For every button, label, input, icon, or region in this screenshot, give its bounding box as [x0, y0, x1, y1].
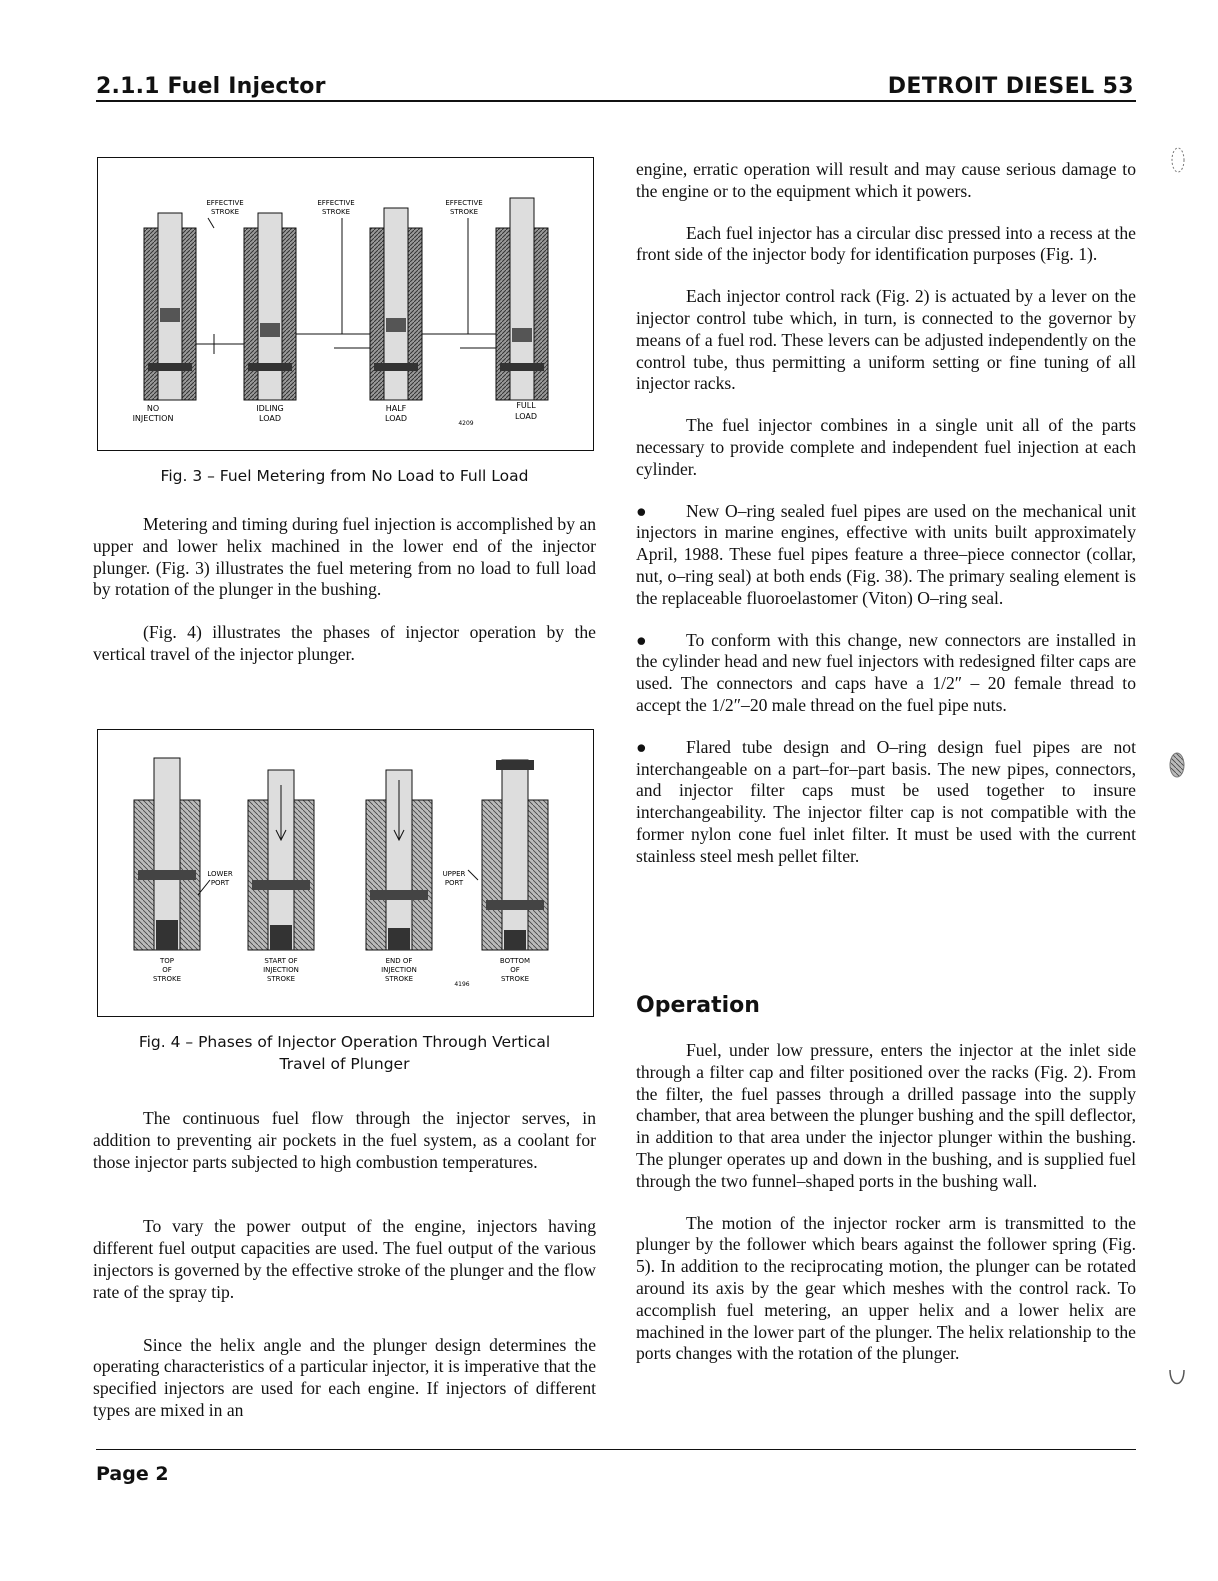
punch-hole-mark-icon [1166, 748, 1188, 782]
label-of-4: OF [510, 966, 520, 974]
figure-4-caption-line-2: Travel of Plunger [279, 1055, 410, 1073]
label-stroke-1: STROKE [152, 975, 182, 983]
right-column-top [636, 159, 1136, 868]
bullet-mark: ● [636, 736, 647, 757]
paragraph: Since the helix angle and the plunger design determines the operating characteristics of a particular injector, it is imperative that the specified injectors are used for each engine. If injectors of different types are mixed in an [93, 1334, 596, 1420]
injector-top-of-stroke [134, 758, 200, 950]
figure-code: 4209 [458, 420, 474, 427]
bullet-text: New O–ring sealed fuel pipes are used on the mechanical unit injectors in marine engines, effective with units built approximately April, 1988. These fuel pipes feature a three–piece connector (collar, nut, o–ring seal) at both ends (Fig. 38). The primary sealing element is the replaceable fluoroelastomer (Viton) O–ring seal. [636, 500, 1136, 608]
bullet-item [636, 630, 1136, 717]
label-bottom: BOTTOM [499, 957, 531, 965]
left-column-top [93, 514, 596, 666]
label-half: HALF [385, 404, 407, 413]
figure-4-caption [97, 1031, 592, 1075]
label-injection: INJECTION [132, 414, 174, 423]
paragraph: Fuel, under low pressure, enters the injector at the inlet side through a filter cap and filter positioned over the racks (Fig. 2). From the filter, the fuel passes through a drilled passage into the supply chamber, that area between the plunger bushing and the spill deflector, in addition to that area under the injector plunger within the bushing. The plunger operates up and down in the bushing, and is supplied fuel through the two funnel–shaped ports in the bushing wall. [636, 1040, 1136, 1191]
stroke-indicators [196, 218, 496, 354]
effective-stroke-label-1b: STROKE [210, 208, 240, 216]
label-end-of: END OF [385, 957, 413, 965]
effective-stroke-label-2b: STROKE [321, 208, 351, 216]
injector-end-of-injection [366, 770, 432, 950]
effective-stroke-label-1a: EFFECTIVE [206, 199, 244, 207]
punch-hole-mark-icon [1166, 1356, 1188, 1396]
manual-title: DETROIT DIESEL 53 [887, 74, 1134, 99]
label-stroke-2: STROKE [266, 975, 296, 983]
label-idling: IDLING [256, 404, 284, 413]
figure-code: 4196 [454, 981, 470, 988]
figure-4-caption-line-1: Fig. 4 – Phases of Injector Operation Through Vertical [138, 1033, 551, 1051]
label-half-load: LOAD [385, 414, 407, 423]
figure-4-illustration [98, 730, 593, 1016]
paragraph: To vary the power output of the engine, injectors having different fuel output capacities are used. The fuel output of the various injectors is governed by the effective stroke of the plunger and the flow rate of the spray tip. [93, 1216, 596, 1302]
injector-idling-load [244, 213, 296, 400]
lower-port-label-b: PORT [210, 879, 230, 887]
label-injection-3: INJECTION [381, 966, 417, 974]
label-full: FULL [516, 401, 536, 410]
label-stroke-4: STROKE [500, 975, 530, 983]
lower-port-label-a: LOWER [207, 870, 233, 878]
injector-full-load [496, 198, 548, 400]
figure-3-illustration [98, 158, 593, 450]
figure-4 [97, 729, 594, 1017]
paragraph: engine, erratic operation will result and may cause serious damage to the engine or to the equipment which it powers. [636, 159, 1136, 201]
injector-bottom-of-stroke [482, 760, 548, 950]
label-idling-load: LOAD [259, 414, 281, 423]
upper-port-label-b: PORT [444, 879, 464, 887]
header-rule [96, 100, 1136, 102]
figure-3 [97, 157, 594, 451]
bullet-text: To conform with this change, new connectors are installed in the cylinder head and new fuel injectors with redesigned filter caps are used. The connectors and caps have a 1/2″ – 20 female thread to accept the 1/2″–20 male thread on the fuel pipe nuts. [636, 629, 1136, 715]
label-injection-2: INJECTION [263, 966, 299, 974]
right-column-bottom [636, 1040, 1136, 1365]
effective-stroke-label-2a: EFFECTIVE [317, 199, 355, 207]
footer-rule [96, 1449, 1136, 1450]
operation-heading: Operation [636, 993, 760, 1018]
figure-3-caption: Fig. 3 – Fuel Metering from No Load to Full Load [160, 467, 529, 485]
upper-port-label-a: UPPER [442, 870, 466, 878]
paragraph: Each fuel injector has a circular disc pressed into a recess at the front side of the injector body for identification purposes (Fig. 1). [636, 222, 1136, 265]
paragraph: The continuous fuel flow through the injector serves, in addition to preventing air pockets in the fuel system, as a coolant for those injector parts subjected to high combustion temperatures. [93, 1108, 596, 1172]
label-stroke-3: STROKE [384, 975, 414, 983]
page-number: Page 2 [96, 1463, 169, 1485]
effective-stroke-label-3a: EFFECTIVE [445, 199, 483, 207]
bullet-text: Flared tube design and O–ring design fuel pipes are not interchangeable on a part–for–part basis. The new pipes, connectors, and injector filter caps must be used together to insure interchangeability. The injector filter cap is not compatible with the former nylon cone fuel inlet filter. It must be used with the current stainless steel mesh pellet filter. [636, 736, 1136, 866]
label-top: TOP [159, 957, 175, 965]
label-of-1: OF [162, 966, 172, 974]
label-full-load: LOAD [515, 412, 537, 421]
section-title: 2.1.1 Fuel Injector [96, 74, 326, 99]
left-column-bottom [93, 1108, 596, 1422]
paragraph: The motion of the injector rocker arm is transmitted to the plunger by the follower which bears against the follower spring (Fig. 5). In addition to the reciprocating motion, the plunger can be rotated around its axis by the gear which meshes with the control rack. To accomplish fuel metering, an upper helix and a lower helix are machined in the lower part of the plunger. The helix relationship to the ports changes with the rotation of the plunger. [636, 1212, 1136, 1364]
effective-stroke-label-3b: STROKE [449, 208, 479, 216]
injector-start-of-injection [248, 770, 314, 950]
paragraph: (Fig. 4) illustrates the phases of injector operation by the vertical travel of the injector plunger. [93, 622, 596, 664]
label-start-of: START OF [264, 957, 298, 965]
bullet-item [636, 737, 1136, 868]
injector-no-injection [144, 213, 196, 400]
bullet-mark: ● [636, 629, 647, 650]
injector-half-load [370, 208, 422, 400]
paragraph: Metering and timing during fuel injection is accomplished by an upper and lower helix machined in the lower end of the injector plunger. (Fig. 3) illustrates the fuel metering from no load to full load by rotation of the plunger in the bushing. [93, 514, 596, 600]
paragraph: The fuel injector combines in a single unit all of the parts necessary to provide complete and independent fuel injection at each cylinder. [636, 415, 1136, 479]
label-no: NO [146, 404, 160, 413]
bullet-mark: ● [636, 500, 647, 521]
punch-hole-mark-icon [1168, 143, 1188, 177]
paragraph: Each injector control rack (Fig. 2) is actuated by a lever on the injector control tube which, in turn, is connected to the governor by means of a fuel rod. These levers can be adjusted independently on the control tube, thus permitting a uniform setting or fine tuning of all injector racks. [636, 286, 1136, 394]
bullet-item [636, 501, 1136, 610]
